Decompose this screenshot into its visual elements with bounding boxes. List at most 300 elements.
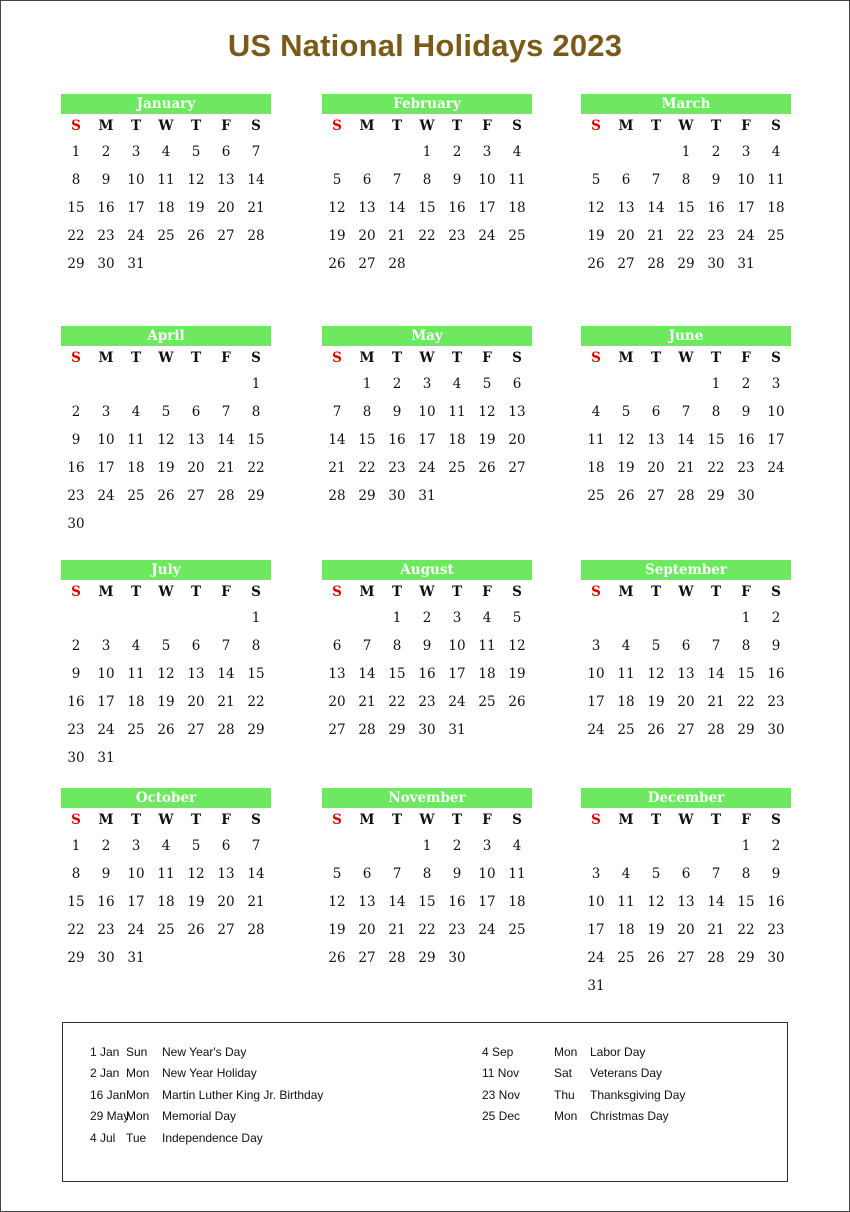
weekday-letter: M [618,350,634,366]
day-cell: 8 [422,866,432,882]
day-cell: 21 [328,460,346,476]
day-cell: 7 [251,838,261,854]
day-cell: 28 [647,256,665,272]
weekday-letter: T [130,118,142,134]
empty-day-cell [151,604,181,632]
month-october [61,788,271,972]
empty-day-cell [241,250,271,278]
holiday-row [90,1127,323,1149]
empty-day-cell [91,510,121,538]
day-cell: 3 [131,144,141,160]
day-cell: 11 [127,432,145,448]
day-cell: 12 [157,432,175,448]
holiday-list-box [62,1022,788,1182]
day-cell: 28 [217,488,235,504]
day-cell: 16 [448,894,466,910]
weekday-letter: W [158,584,174,600]
month-header: April [61,326,271,346]
day-cell: 22 [737,922,755,938]
weekday-letter: S [771,350,781,366]
day-cell: 22 [67,922,85,938]
day-cell: 16 [67,694,85,710]
day-cell: 28 [707,722,725,738]
day-cell: 6 [362,172,372,188]
holiday-date: 2 Jan [90,1066,120,1081]
day-cell: 16 [97,200,115,216]
day-cell: 26 [617,488,635,504]
day-cell: 30 [67,516,85,532]
day-cell: 30 [767,722,785,738]
empty-day-cell [581,832,611,860]
day-cell: 26 [508,694,526,710]
empty-day-cell [151,370,181,398]
day-cell: 10 [478,172,496,188]
weekday-letter: T [451,584,463,600]
day-cell: 27 [328,722,346,738]
day-cell: 25 [587,488,605,504]
day-cell: 10 [737,172,755,188]
empty-day-cell [701,972,731,1000]
day-cell: 3 [591,638,601,654]
day-cell: 14 [358,666,376,682]
day-cell: 10 [127,172,145,188]
day-cell: 15 [358,432,376,448]
weekday-header-row [322,808,532,832]
day-cell: 13 [358,200,376,216]
day-cell: 7 [711,866,721,882]
empty-day-cell [151,510,181,538]
day-cell: 29 [67,950,85,966]
empty-day-cell [731,972,761,1000]
day-grid [581,370,791,510]
day-cell: 6 [512,376,522,392]
day-cell: 13 [647,432,665,448]
day-cell: 31 [737,256,755,272]
holiday-weekday: Tue [126,1130,147,1145]
day-cell: 10 [587,894,605,910]
day-cell: 1 [71,838,81,854]
empty-day-cell [121,744,151,772]
day-cell: 26 [647,950,665,966]
day-cell: 11 [617,666,635,682]
day-cell: 10 [97,432,115,448]
day-cell: 12 [328,200,346,216]
weekday-letter: T [650,812,662,828]
day-cell: 26 [328,950,346,966]
day-grid [61,138,271,278]
weekday-letter: W [158,350,174,366]
day-cell: 13 [358,894,376,910]
day-cell: 20 [217,894,235,910]
day-cell: 12 [187,172,205,188]
day-cell: 7 [251,144,261,160]
empty-day-cell [91,604,121,632]
day-cell: 15 [247,666,265,682]
day-cell: 25 [448,460,466,476]
holiday-date: 4 Jul [90,1130,116,1145]
day-cell: 5 [332,866,342,882]
day-cell: 15 [67,200,85,216]
day-cell: 8 [711,404,721,420]
day-cell: 30 [97,256,115,272]
day-cell: 31 [97,750,115,766]
day-cell: 22 [67,228,85,244]
month-march [581,94,791,278]
day-cell: 10 [127,866,145,882]
day-cell: 16 [707,200,725,216]
day-cell: 4 [482,610,492,626]
day-cell: 23 [97,922,115,938]
weekday-letter: S [591,584,601,600]
day-cell: 23 [418,694,436,710]
weekday-letter: W [419,118,435,134]
empty-day-cell [352,604,382,632]
day-cell: 24 [97,722,115,738]
day-grid [581,604,791,744]
holiday-row [482,1106,685,1128]
weekday-letter: S [71,584,81,600]
day-cell: 22 [677,228,695,244]
day-cell: 19 [587,228,605,244]
empty-day-cell [382,138,412,166]
month-header: March [581,94,791,114]
month-header: November [322,788,532,808]
day-cell: 13 [508,404,526,420]
day-cell: 22 [418,922,436,938]
month-november [322,788,532,972]
weekday-letter: F [482,812,492,828]
day-cell: 11 [478,638,496,654]
day-cell: 24 [767,460,785,476]
day-cell: 3 [131,838,141,854]
weekday-letter: S [591,350,601,366]
month-header: February [322,94,532,114]
day-cell: 17 [587,694,605,710]
day-cell: 24 [478,228,496,244]
day-cell: 25 [127,488,145,504]
day-cell: 31 [127,256,145,272]
day-cell: 16 [67,460,85,476]
weekday-header-row [581,346,791,370]
day-cell: 11 [508,866,526,882]
day-cell: 21 [388,922,406,938]
holiday-row [90,1063,323,1085]
day-cell: 6 [362,866,372,882]
page-title: US National Holidays 2023 [227,28,623,63]
weekday-letter: T [391,118,403,134]
weekday-letter: F [482,584,492,600]
day-cell: 27 [677,950,695,966]
weekday-letter: T [650,584,662,600]
day-cell: 10 [448,638,466,654]
day-cell: 19 [647,922,665,938]
day-cell: 11 [587,432,605,448]
day-cell: 20 [647,460,665,476]
day-cell: 4 [512,144,522,160]
day-cell: 28 [247,922,265,938]
empty-day-cell [91,370,121,398]
weekday-letter: M [98,350,114,366]
day-cell: 19 [187,894,205,910]
holiday-name: New Year's Day [162,1044,247,1059]
month-header: June [581,326,791,346]
day-cell: 3 [422,376,432,392]
empty-day-cell [472,250,502,278]
day-cell: 17 [448,666,466,682]
empty-day-cell [701,604,731,632]
weekday-letter: M [98,812,114,828]
day-cell: 31 [418,488,436,504]
day-cell: 25 [127,722,145,738]
day-cell: 8 [251,404,261,420]
empty-day-cell [181,604,211,632]
day-cell: 23 [388,460,406,476]
day-cell: 5 [651,638,661,654]
day-grid [61,832,271,972]
day-cell: 8 [71,172,81,188]
day-cell: 8 [681,172,691,188]
day-cell: 29 [247,488,265,504]
day-cell: 6 [221,838,231,854]
weekday-letter: T [190,350,202,366]
day-cell: 18 [127,694,145,710]
day-cell: 11 [157,172,175,188]
day-cell: 15 [418,894,436,910]
empty-day-cell [761,482,791,510]
day-cell: 24 [587,950,605,966]
day-cell: 22 [418,228,436,244]
day-cell: 25 [478,694,496,710]
weekday-letter: W [419,812,435,828]
day-cell: 17 [587,922,605,938]
day-cell: 1 [251,610,261,626]
day-cell: 12 [478,404,496,420]
weekday-letter: M [359,812,375,828]
day-cell: 20 [217,200,235,216]
day-cell: 23 [767,694,785,710]
day-grid [61,604,271,772]
holiday-name: Memorial Day [162,1109,237,1124]
empty-day-cell [121,604,151,632]
day-cell: 3 [591,866,601,882]
weekday-header-row [581,580,791,604]
month-july [61,560,271,772]
day-cell: 20 [358,228,376,244]
day-cell: 13 [187,666,205,682]
day-cell: 29 [67,256,85,272]
holiday-name: Thanksgiving Day [590,1087,686,1102]
month-may [322,326,532,510]
day-cell: 9 [71,432,81,448]
day-grid [581,832,791,1000]
day-cell: 25 [157,922,175,938]
day-cell: 3 [741,144,751,160]
day-cell: 6 [621,172,631,188]
day-cell: 30 [737,488,755,504]
day-cell: 5 [651,866,661,882]
day-cell: 10 [478,866,496,882]
day-cell: 18 [478,666,496,682]
day-cell: 16 [418,666,436,682]
weekday-letter: M [618,584,634,600]
empty-day-cell [641,370,671,398]
day-cell: 1 [422,144,432,160]
day-cell: 24 [97,488,115,504]
month-header: July [61,560,271,580]
weekday-letter: S [591,812,601,828]
day-cell: 13 [328,666,346,682]
holiday-list-right [482,1041,685,1127]
day-cell: 16 [767,666,785,682]
day-cell: 29 [737,722,755,738]
day-cell: 5 [161,404,171,420]
day-cell: 10 [587,666,605,682]
day-cell: 11 [448,404,466,420]
day-cell: 17 [737,200,755,216]
empty-day-cell [382,832,412,860]
empty-day-cell [641,832,671,860]
empty-day-cell [151,250,181,278]
month-february [322,94,532,278]
day-cell: 18 [617,922,635,938]
weekday-letter: T [130,812,142,828]
empty-day-cell [761,972,791,1000]
day-cell: 19 [647,694,665,710]
day-cell: 31 [448,722,466,738]
day-cell: 23 [737,460,755,476]
weekday-letter: W [419,584,435,600]
day-cell: 28 [388,256,406,272]
weekday-header-row [322,114,532,138]
day-cell: 16 [97,894,115,910]
day-cell: 24 [127,922,145,938]
empty-day-cell [472,944,502,972]
empty-day-cell [211,744,241,772]
day-cell: 18 [587,460,605,476]
empty-day-cell [121,370,151,398]
day-cell: 18 [508,200,526,216]
empty-day-cell [241,744,271,772]
weekday-letter: S [332,118,342,134]
day-cell: 16 [767,894,785,910]
holiday-row [90,1106,323,1128]
day-cell: 7 [362,638,372,654]
weekday-letter: F [482,350,492,366]
day-cell: 28 [247,228,265,244]
day-cell: 15 [388,666,406,682]
empty-day-cell [611,972,641,1000]
month-december [581,788,791,1000]
day-cell: 24 [478,922,496,938]
day-cell: 7 [332,404,342,420]
month-header: January [61,94,271,114]
weekday-letter: M [98,584,114,600]
empty-day-cell [671,370,701,398]
holiday-row [482,1041,685,1063]
day-cell: 19 [328,922,346,938]
weekday-letter: T [710,812,722,828]
day-cell: 14 [647,200,665,216]
weekday-letter: S [332,350,342,366]
day-cell: 1 [251,376,261,392]
day-cell: 2 [392,376,402,392]
holiday-name: Independence Day [162,1130,263,1145]
day-cell: 2 [771,838,781,854]
day-cell: 25 [617,950,635,966]
day-cell: 6 [221,144,231,160]
day-grid [322,604,532,744]
weekday-letter: F [221,812,231,828]
day-cell: 5 [482,376,492,392]
holiday-date: 23 Nov [482,1087,521,1102]
day-cell: 22 [247,694,265,710]
day-cell: 27 [187,488,205,504]
day-cell: 27 [508,460,526,476]
day-cell: 26 [478,460,496,476]
empty-day-cell [352,832,382,860]
holiday-weekday: Mon [554,1109,578,1124]
day-cell: 1 [392,610,402,626]
day-cell: 9 [452,866,462,882]
day-cell: 29 [707,488,725,504]
day-cell: 21 [707,694,725,710]
day-cell: 3 [771,376,781,392]
day-cell: 2 [71,404,81,420]
day-cell: 2 [452,838,462,854]
day-cell: 8 [362,404,372,420]
day-cell: 18 [157,200,175,216]
day-cell: 6 [191,404,201,420]
empty-day-cell [352,138,382,166]
empty-day-cell [181,370,211,398]
weekday-letter: S [71,118,81,134]
empty-day-cell [211,510,241,538]
day-cell: 3 [482,838,492,854]
empty-day-cell [442,482,472,510]
weekday-letter: W [158,812,174,828]
day-cell: 19 [328,228,346,244]
day-cell: 9 [101,172,111,188]
day-cell: 11 [157,866,175,882]
holiday-date: 1 Jan [90,1044,120,1059]
empty-day-cell [611,604,641,632]
day-cell: 8 [741,866,751,882]
day-cell: 29 [677,256,695,272]
day-cell: 19 [157,460,175,476]
weekday-letter: S [332,584,342,600]
day-cell: 19 [187,200,205,216]
day-cell: 2 [452,144,462,160]
day-cell: 13 [187,432,205,448]
weekday-letter: W [678,118,694,134]
empty-day-cell [241,944,271,972]
day-cell: 3 [101,638,111,654]
day-cell: 22 [707,460,725,476]
day-cell: 30 [767,950,785,966]
day-cell: 20 [187,460,205,476]
day-cell: 21 [707,922,725,938]
day-cell: 18 [127,460,145,476]
day-cell: 8 [71,866,81,882]
day-cell: 3 [452,610,462,626]
weekday-letter: F [221,350,231,366]
day-cell: 27 [217,922,235,938]
day-cell: 26 [187,228,205,244]
day-cell: 10 [418,404,436,420]
weekday-letter: F [221,584,231,600]
day-cell: 29 [737,950,755,966]
day-cell: 8 [422,172,432,188]
